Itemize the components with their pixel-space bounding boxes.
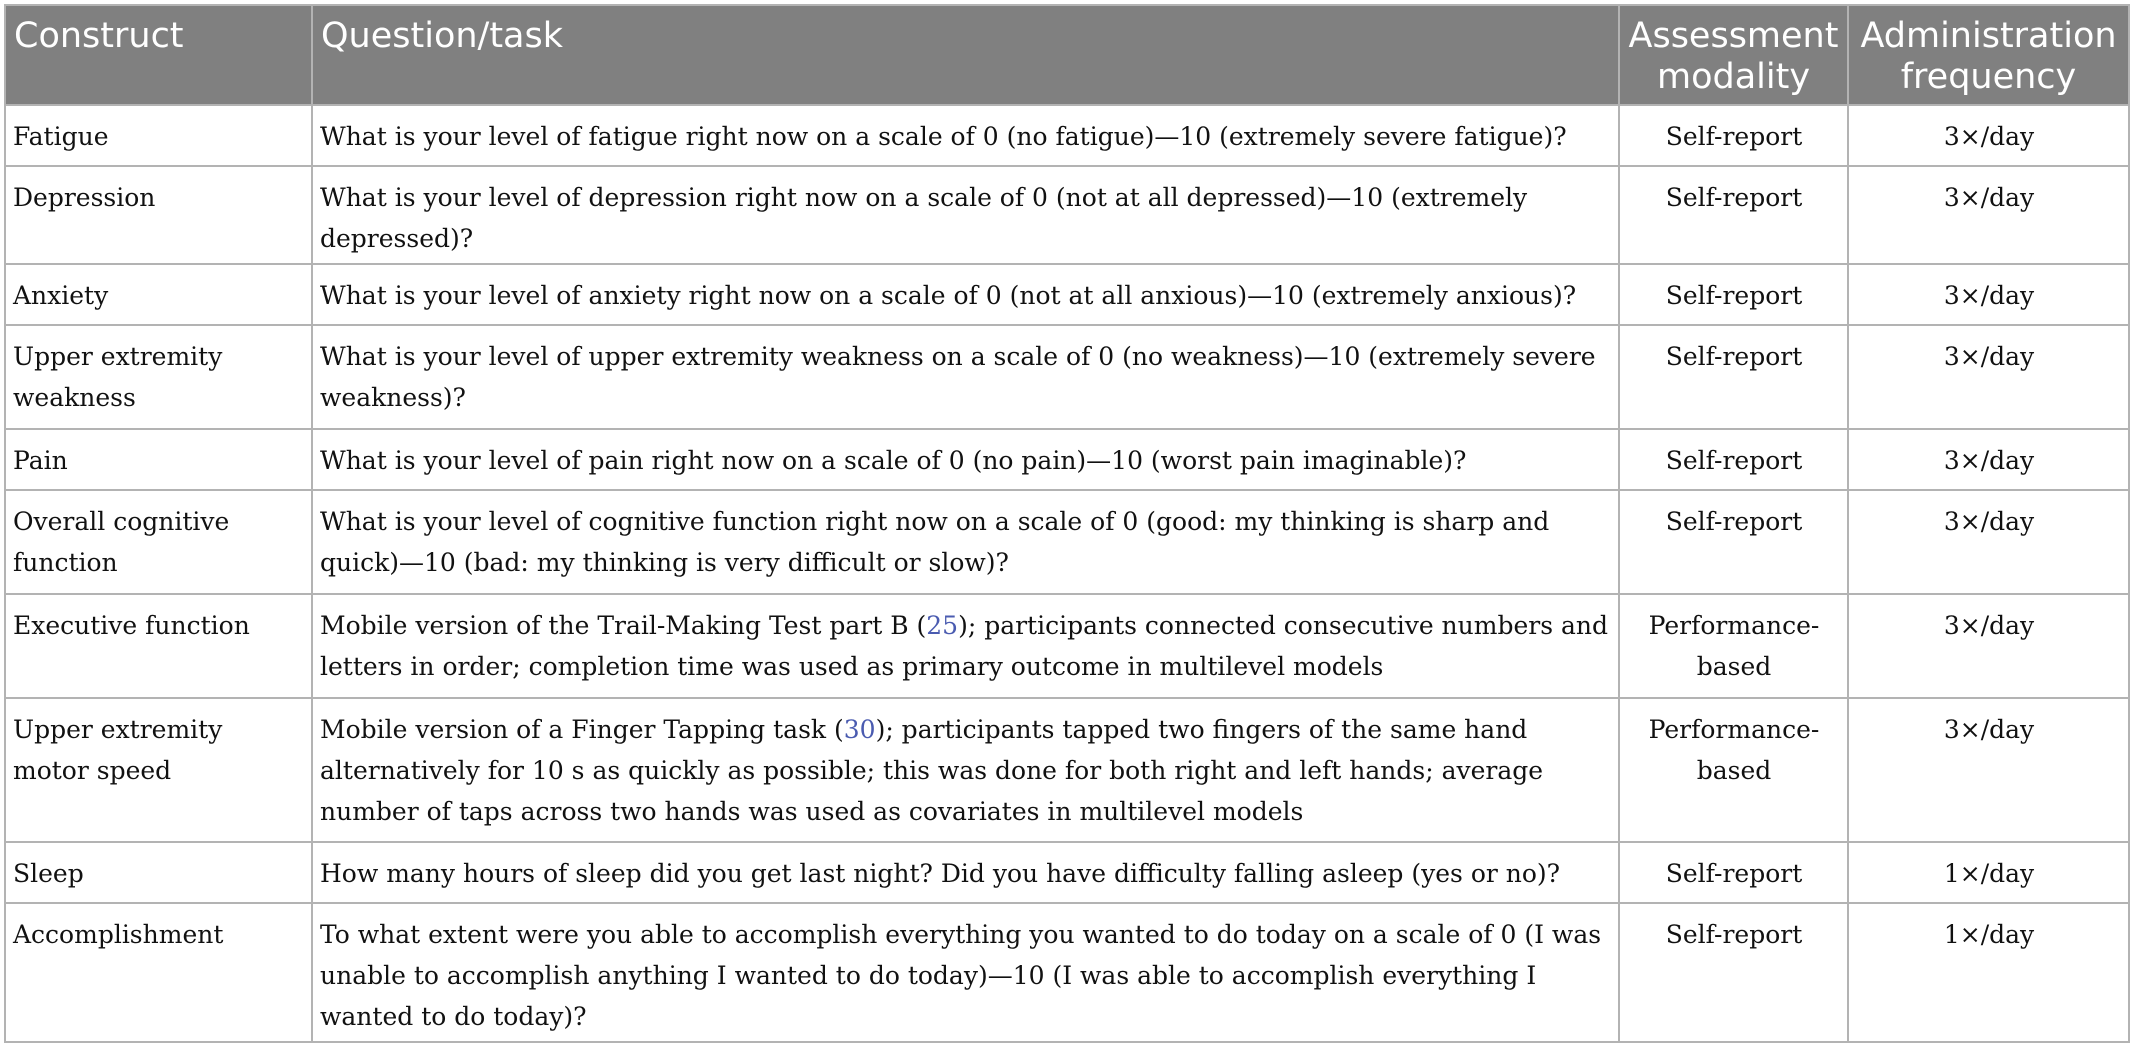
cell-modality: Self-report: [1619, 903, 1848, 1042]
table-row: [5, 264, 2129, 325]
cell-frequency: 3×/day: [1848, 698, 2129, 842]
table-row: [5, 166, 2129, 264]
cell-modality: Self-report: [1619, 429, 1848, 490]
cell-frequency: 1×/day: [1848, 842, 2129, 903]
cell-question: What is your level of upper extremity weakness on a scale of 0 (no weakness)—10 (extremely severe weakness)?: [312, 325, 1619, 429]
reference-link[interactable]: 25: [926, 611, 959, 640]
question-text-pre: Mobile version of a Finger Tapping task (: [320, 715, 844, 744]
table-row: [5, 594, 2129, 698]
question-text-post: ); participants connected consecutive numbers and letters in order; completion time was used as primary outcome in multilevel models: [320, 611, 1609, 681]
header-row: [5, 5, 2129, 105]
cell-question: To what extent were you able to accomplish everything you wanted to do today on a scale of 0 (I was unable to accomplish anything I wanted to do today)—10 (I was able to accomplish everything I wanted to do today)?: [312, 903, 1619, 1042]
cell-modality: Performance-based: [1619, 594, 1848, 698]
cell-modality: Self-report: [1619, 490, 1848, 594]
cell-construct: Executive function: [5, 594, 312, 698]
cell-frequency: 3×/day: [1848, 264, 2129, 325]
cell-modality: Self-report: [1619, 166, 1848, 264]
cell-construct: Overall cognitive function: [5, 490, 312, 594]
cell-construct: Pain: [5, 429, 312, 490]
header-question: Question/task: [312, 5, 1619, 105]
table-row: [5, 325, 2129, 429]
question-text-pre: Mobile version of the Trail-Making Test part B (: [320, 611, 927, 640]
cell-frequency: 3×/day: [1848, 429, 2129, 490]
cell-construct: Upper extremity motor speed: [5, 698, 312, 842]
table-header: [5, 5, 2129, 105]
table-row: [5, 490, 2129, 594]
cell-construct: Anxiety: [5, 264, 312, 325]
cell-question: What is your level of depression right now on a scale of 0 (not at all depressed)—10 (extremely depressed)?: [312, 166, 1619, 264]
cell-construct: Fatigue: [5, 105, 312, 166]
table-row: [5, 698, 2129, 842]
cell-question: How many hours of sleep did you get last night? Did you have difficulty falling asleep (yes or no)?: [312, 842, 1619, 903]
cell-frequency: 3×/day: [1848, 166, 2129, 264]
table-row: [5, 105, 2129, 166]
cell-question: What is your level of pain right now on a scale of 0 (no pain)—10 (worst pain imaginable)?: [312, 429, 1619, 490]
question-text-post: ); participants tapped two fingers of the same hand alternatively for 10 s as quickly as possible; this was done for both right and left hands; average number of taps across two hands was used as covariates in multilevel models: [320, 715, 1544, 826]
cell-construct: Upper extremity weakness: [5, 325, 312, 429]
cell-frequency: 3×/day: [1848, 105, 2129, 166]
cell-modality: Self-report: [1619, 842, 1848, 903]
header-construct: Construct: [5, 5, 312, 105]
cell-question: [312, 698, 1619, 842]
table-row: [5, 842, 2129, 903]
table-container: [4, 4, 2128, 1043]
cell-construct: Depression: [5, 166, 312, 264]
cell-frequency: 1×/day: [1848, 903, 2129, 1042]
cell-modality: Self-report: [1619, 105, 1848, 166]
cell-frequency: 3×/day: [1848, 490, 2129, 594]
header-frequency: Administration frequency: [1848, 5, 2129, 105]
cell-frequency: 3×/day: [1848, 325, 2129, 429]
cell-construct: Sleep: [5, 842, 312, 903]
cell-modality: Performance-based: [1619, 698, 1848, 842]
table-body: [5, 105, 2129, 1042]
cell-frequency: 3×/day: [1848, 594, 2129, 698]
table-row: [5, 429, 2129, 490]
cell-modality: Self-report: [1619, 264, 1848, 325]
cell-question: What is your level of cognitive function right now on a scale of 0 (good: my thinking is sharp and quick)—10 (bad: my thinking is very difficult or slow)?: [312, 490, 1619, 594]
measures-table: [4, 4, 2130, 1043]
cell-question: [312, 594, 1619, 698]
header-modality: Assessment modality: [1619, 5, 1848, 105]
cell-question: What is your level of fatigue right now on a scale of 0 (no fatigue)—10 (extremely severe fatigue)?: [312, 105, 1619, 166]
reference-link[interactable]: 30: [843, 715, 876, 744]
table-row: [5, 903, 2129, 1042]
cell-construct: Accomplishment: [5, 903, 312, 1042]
cell-modality: Self-report: [1619, 325, 1848, 429]
cell-question: What is your level of anxiety right now on a scale of 0 (not at all anxious)—10 (extremely anxious)?: [312, 264, 1619, 325]
